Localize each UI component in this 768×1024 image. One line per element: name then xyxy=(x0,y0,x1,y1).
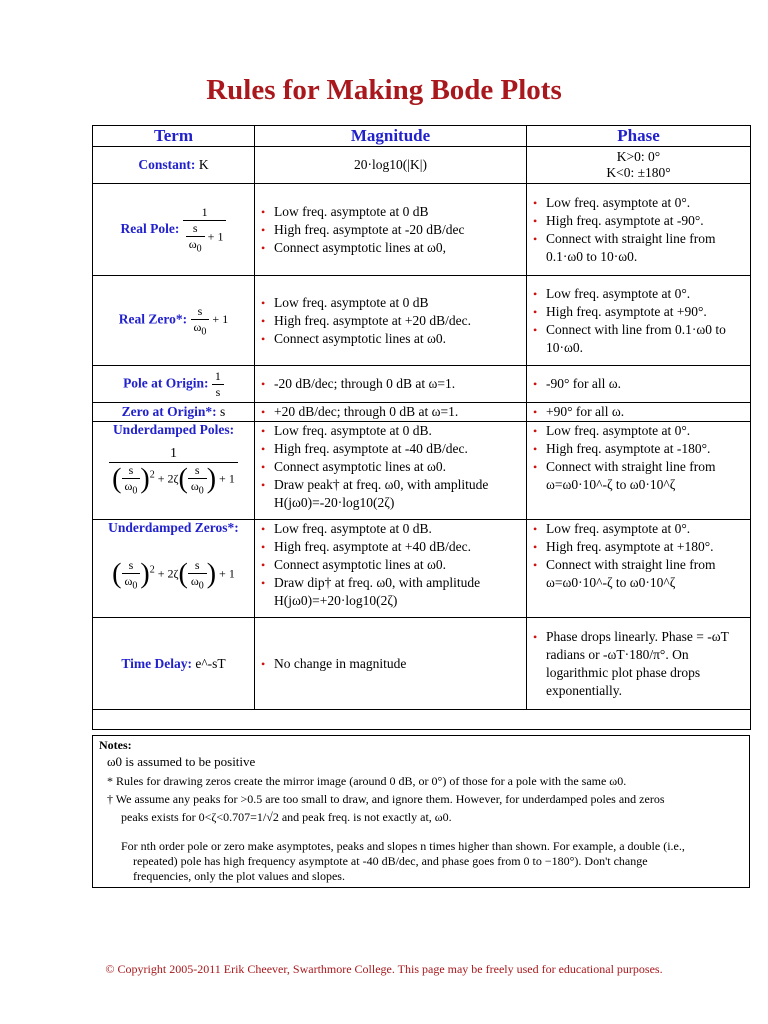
constant-magnitude: 20·log10(|K|) xyxy=(354,157,427,172)
real-pole-formula: 1 $\frac{s}{\omega_0}$ + 1 xyxy=(183,205,227,254)
ud-zeros-mag-3: • Connect asymptotic lines at ω0. xyxy=(274,556,523,574)
magnitude-pole-origin xyxy=(255,366,527,403)
zero-origin-mag: • +20 dB/dec; through 0 dB at ω=1. xyxy=(274,403,523,421)
row-empty xyxy=(93,710,751,730)
term-underdamped-zeros xyxy=(93,520,255,618)
zero-origin-label: Zero at Origin*: xyxy=(121,404,217,419)
term-real-zero xyxy=(93,276,255,366)
note-peaks-2: peaks exists for 0<ζ<0.707=1/√2 and peak freq. is not exactly at, ω0. xyxy=(121,810,452,824)
note-peaks-1: † We assume any peaks for >0.5 are too small to draw, and ignore them. However, for underdamped poles and zeros xyxy=(107,792,665,806)
real-zero-mag-1: • Low freq. asymptote at 0 dB xyxy=(274,294,523,312)
row-real-zero xyxy=(93,276,751,366)
notes-box xyxy=(92,735,750,888)
time-delay-mag: • No change in magnitude xyxy=(274,655,523,673)
magnitude-underdamped-zeros xyxy=(255,520,527,618)
magnitude-underdamped-poles xyxy=(255,422,527,520)
pole-origin-mag: • -20 dB/dec; through 0 dB at ω=1. xyxy=(274,375,523,393)
real-zero-label: Real Zero*: xyxy=(118,311,188,327)
constant-label: Constant: xyxy=(138,157,196,172)
zero-origin-symbol: s xyxy=(220,404,226,419)
ud-zeros-phase-2: • High freq. asymptote at +180°. xyxy=(546,538,747,556)
phase-underdamped-poles xyxy=(527,422,751,520)
row-constant xyxy=(93,147,751,184)
real-zero-phase-2: • High freq. asymptote at +90°. xyxy=(546,303,747,321)
ud-zeros-phase-1: • Low freq. asymptote at 0°. xyxy=(546,520,747,538)
underdamped-poles-formula: 1 ( $\frac{s}{\omega_0}$ )$^2$ + 2ζ( $\frac{s}{\omega_0}$ ) + 1 xyxy=(96,446,251,496)
ud-zeros-mag-4: • Draw dip† at freq. ω0, with amplitude H(jω0)=+20·log10(2ζ) xyxy=(274,574,523,610)
magnitude-time-delay xyxy=(255,618,527,710)
time-delay-symbol: e^-sT xyxy=(195,655,226,671)
real-pole-phase-1: • Low freq. asymptote at 0°. xyxy=(546,194,747,212)
ud-poles-phase-1: • Low freq. asymptote at 0°. xyxy=(546,422,747,440)
notes-heading: Notes: xyxy=(99,738,132,752)
zero-origin-phase: • +90° for all ω. xyxy=(546,403,747,421)
term-pole-origin xyxy=(93,366,255,403)
note-nth-order-3: frequencies, only the plot values and slopes. xyxy=(133,869,345,883)
row-time-delay xyxy=(93,618,751,710)
term-zero-origin xyxy=(93,403,255,422)
real-pole-mag-3: • Connect asymptotic lines at ω0, xyxy=(274,239,523,257)
row-underdamped-poles xyxy=(93,422,751,520)
phase-constant xyxy=(527,147,751,184)
constant-phase-negative: K<0: ±180° xyxy=(606,165,671,180)
real-zero-mag-2: • High freq. asymptote at +20 dB/dec. xyxy=(274,312,523,330)
real-pole-phase-3: • Connect with straight line from 0.1·ω0 to 10·ω0. xyxy=(546,230,747,266)
real-zero-formula: $\frac{s}{\omega_0}$ + 1 xyxy=(191,312,229,326)
time-delay-label: Time Delay: xyxy=(121,655,192,671)
ud-poles-phase-3: • Connect with straight line from ω=ω0·10^-ζ to ω0·10^ζ xyxy=(546,458,747,494)
row-real-pole xyxy=(93,184,751,276)
ud-poles-mag-4: • Draw peak† at freq. ω0, with amplitude H(jω0)=-20·log10(2ζ) xyxy=(274,476,523,512)
header-magnitude: Magnitude xyxy=(255,126,527,147)
phase-pole-origin xyxy=(527,366,751,403)
phase-zero-origin xyxy=(527,403,751,422)
ud-poles-phase-2: • High freq. asymptote at -180°. xyxy=(546,440,747,458)
underdamped-zeros-label: Underdamped Zeros*: xyxy=(108,520,239,535)
real-pole-mag-2: • High freq. asymptote at -20 dB/dec xyxy=(274,221,523,239)
real-pole-phase-2: • High freq. asymptote at -90°. xyxy=(546,212,747,230)
pole-origin-phase: • -90° for all ω. xyxy=(546,375,747,393)
pole-origin-label: Pole at Origin: xyxy=(123,375,209,391)
ud-zeros-mag-2: • High freq. asymptote at +40 dB/dec. xyxy=(274,538,523,556)
magnitude-constant xyxy=(255,147,527,184)
ud-zeros-mag-1: • Low freq. asymptote at 0 dB. xyxy=(274,520,523,538)
magnitude-real-zero xyxy=(255,276,527,366)
ud-poles-mag-3: • Connect asymptotic lines at ω0. xyxy=(274,458,523,476)
constant-symbol: K xyxy=(198,157,209,172)
real-pole-label: Real Pole: xyxy=(120,220,180,236)
row-underdamped-zeros xyxy=(93,520,751,618)
header-row xyxy=(93,126,751,147)
real-zero-phase-1: • Low freq. asymptote at 0°. xyxy=(546,285,747,303)
ud-zeros-phase-3: • Connect with straight line from ω=ω0·10^-ζ to ω0·10^ζ xyxy=(546,556,747,592)
note-nth-order-2: repeated) pole has high frequency asymptote at -40 dB/dec, and phase goes from 0 to −180°). Don't change xyxy=(133,854,648,868)
row-zero-origin xyxy=(93,403,751,422)
underdamped-zeros-formula: ( $\frac{s}{\omega_0}$ )$^2$ + 2ζ( $\frac{s}{\omega_0}$ ) + 1 xyxy=(112,558,235,592)
row-pole-origin xyxy=(93,366,751,403)
header-phase: Phase xyxy=(527,126,751,147)
time-delay-phase: • Phase drops linearly. Phase = -ωT radians or -ωT·180/π°. On logarithmic plot phase drops exponentially. xyxy=(546,628,747,700)
page-title: Rules for Making Bode Plots xyxy=(206,74,562,106)
underdamped-poles-label: Underdamped Poles: xyxy=(112,422,235,437)
pole-origin-formula: $\frac{1}{s}$ xyxy=(212,369,224,400)
bode-rules-table xyxy=(92,125,751,730)
empty-cell xyxy=(93,710,751,730)
header-term: Term xyxy=(93,126,255,147)
real-zero-mag-3: • Connect asymptotic lines at ω0. xyxy=(274,330,523,348)
constant-phase-positive: K>0: 0° xyxy=(616,149,661,164)
real-zero-phase-3: • Connect with line from 0.1·ω0 to 10·ω0. xyxy=(546,321,747,357)
ud-poles-mag-2: • High freq. asymptote at -40 dB/dec. xyxy=(274,440,523,458)
phase-real-zero xyxy=(527,276,751,366)
note-nth-order-1: For nth order pole or zero make asymptotes, peaks and slopes n times higher than shown. For example, a double (i.e., xyxy=(121,839,685,853)
term-time-delay xyxy=(93,618,255,710)
copyright: © Copyright 2005-2011 Erik Cheever, Swarthmore College. This page may be freely used for educational purposes. xyxy=(105,962,663,976)
note-zeros-mirror: * Rules for drawing zeros create the mirror image (around 0 dB, or 0°) of those for a pole with the same ω0. xyxy=(107,774,627,788)
term-real-pole xyxy=(93,184,255,276)
magnitude-real-pole xyxy=(255,184,527,276)
phase-real-pole xyxy=(527,184,751,276)
phase-underdamped-zeros xyxy=(527,520,751,618)
note-omega-positive: ω0 is assumed to be positive xyxy=(107,754,256,769)
term-constant xyxy=(93,147,255,184)
phase-time-delay xyxy=(527,618,751,710)
term-underdamped-poles xyxy=(93,422,255,520)
ud-poles-mag-1: • Low freq. asymptote at 0 dB. xyxy=(274,422,523,440)
real-pole-mag-1: • Low freq. asymptote at 0 dB xyxy=(274,203,523,221)
magnitude-zero-origin xyxy=(255,403,527,422)
